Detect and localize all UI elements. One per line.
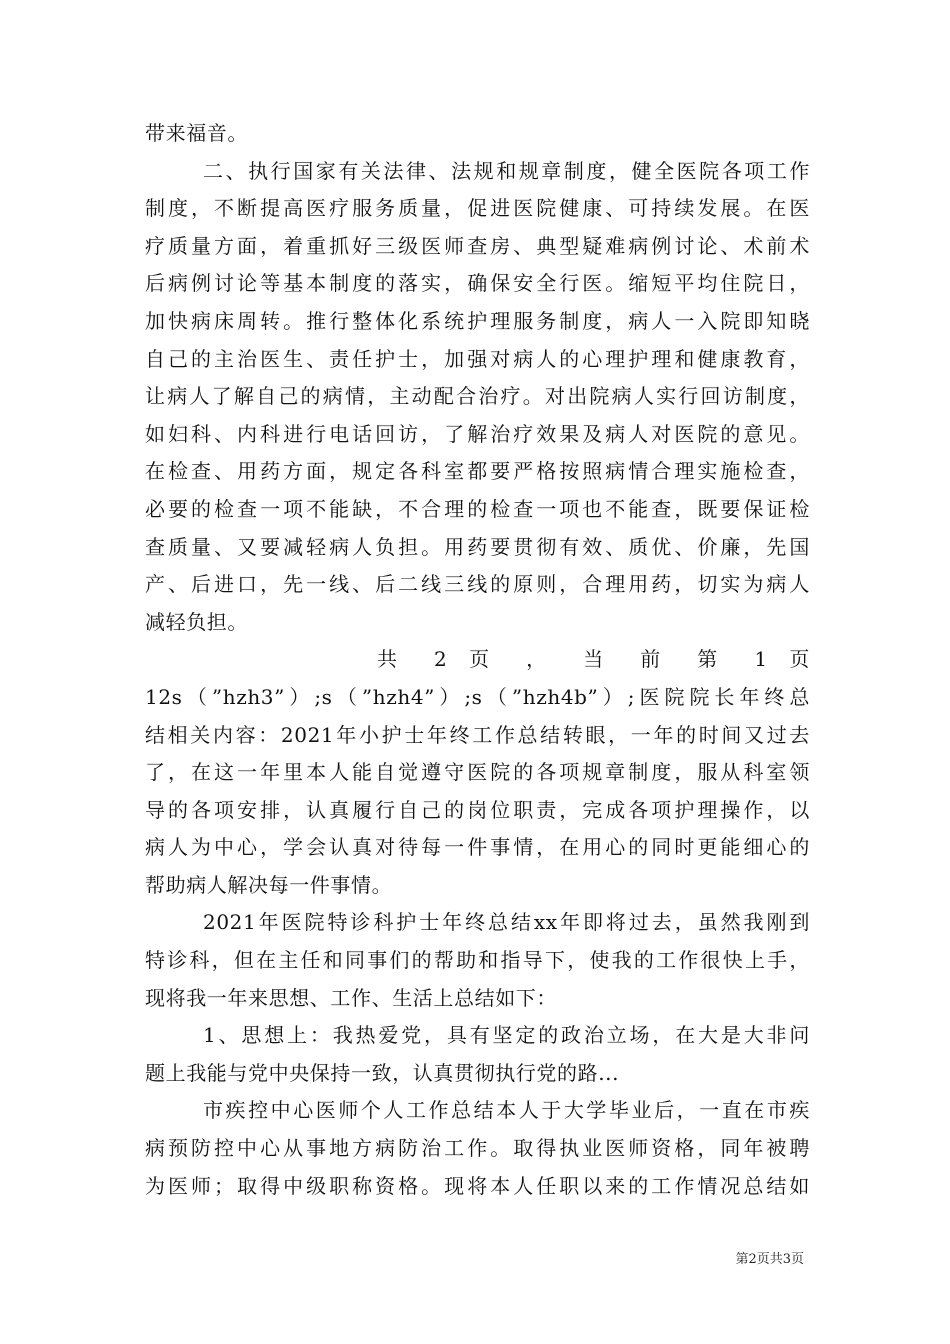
page-footer: 第2页共3页 <box>735 1252 804 1267</box>
text-line: 市疾控中心医师个人工作总结本人于大学毕业后，一直在市疾 <box>203 1098 810 1123</box>
text-line: 减轻负担。 <box>145 609 248 634</box>
text-line: 1、思想上：我热爱党，具有坚定的政治立场，在大是大非问 <box>203 1023 810 1048</box>
text-line: 题上我能与党中央保持一致，认真贯彻执行党的路... <box>145 1060 620 1085</box>
text-line: 二、执行国家有关法律、法规和规章制度，健全医院各项工作 <box>203 158 810 183</box>
text-line: 结相关内容：2021年小护士年终工作总结转眼，一年的时间又过去 <box>145 722 810 747</box>
text-line: 帮助病人解决每一件事情。 <box>145 872 393 897</box>
text-line: 特诊科，但在主任和同事们的帮助和指导下，使我的工作很快上手， <box>145 948 810 973</box>
text-line: 自己的主治医生、责任护士，加强对病人的心理护理和健康教育， <box>145 346 810 371</box>
text-line: 加快病床周转。推行整体化系统护理服务制度，病人一入院即知晓 <box>145 308 810 333</box>
text-line: 如妇科、内科进行电话回访，了解治疗效果及病人对医院的意见。 <box>145 421 810 446</box>
text-line: 在检查、用药方面，规定各科室都要严格按照病情合理实施检查， <box>145 459 810 484</box>
text-line: 2021年医院特诊科护士年终总结xx年即将过去，虽然我刚到 <box>203 910 810 935</box>
page-indicator: 共 2 页 ， 当 前 第 1 页 <box>377 647 810 672</box>
document-body <box>145 115 810 1205</box>
text-line: 带来福音。 <box>145 121 248 145</box>
text-line: 为医师；取得中级职称资格。现将本人任职以来的工作情况总结如 <box>145 1173 810 1198</box>
text-line: 了，在这一年里本人能自觉遵守医院的各项规章制度，服从科室领 <box>145 760 810 785</box>
text-line: 必要的检查一项不能缺，不合理的检查一项也不能查，既要保证检 <box>145 496 810 521</box>
text-line: 后病例讨论等基本制度的落实，确保安全行医。缩短平均住院日， <box>145 271 810 296</box>
text-line: 现将我一年来思想、工作、生活上总结如下： <box>145 985 557 1010</box>
text-line: 疗质量方面，着重抓好三级医师查房、典型疑难病例讨论、术前术 <box>145 233 810 258</box>
text-line: 查质量、又要减轻病人负担。用药要贯彻有效、质优、价廉，先国 <box>145 534 810 559</box>
text-line: 让病人了解自己的病情，主动配合治疗。对出院病人实行回访制度， <box>145 384 810 409</box>
text-line: 制度，不断提高医疗服务质量，促进医院健康、可持续发展。在医 <box>145 196 810 221</box>
text-line: 导的各项安排，认真履行自己的岗位职责，完成各项护理操作，以 <box>145 797 810 822</box>
text-line: 病预防控中心从事地方病防治工作。取得执业医师资格，同年被聘 <box>145 1136 810 1161</box>
text-line: 病人为中心，学会认真对待每一件事情，在用心的同时更能细心的 <box>145 835 810 860</box>
text-line: 产、后进口，先一线、后二线三线的原则，合理用药，切实为病人 <box>145 572 810 597</box>
text-line: 12s（”hzh3”）;s（”hzh4”）;s（”hzh4b”）;医院院长年终总 <box>145 684 810 709</box>
